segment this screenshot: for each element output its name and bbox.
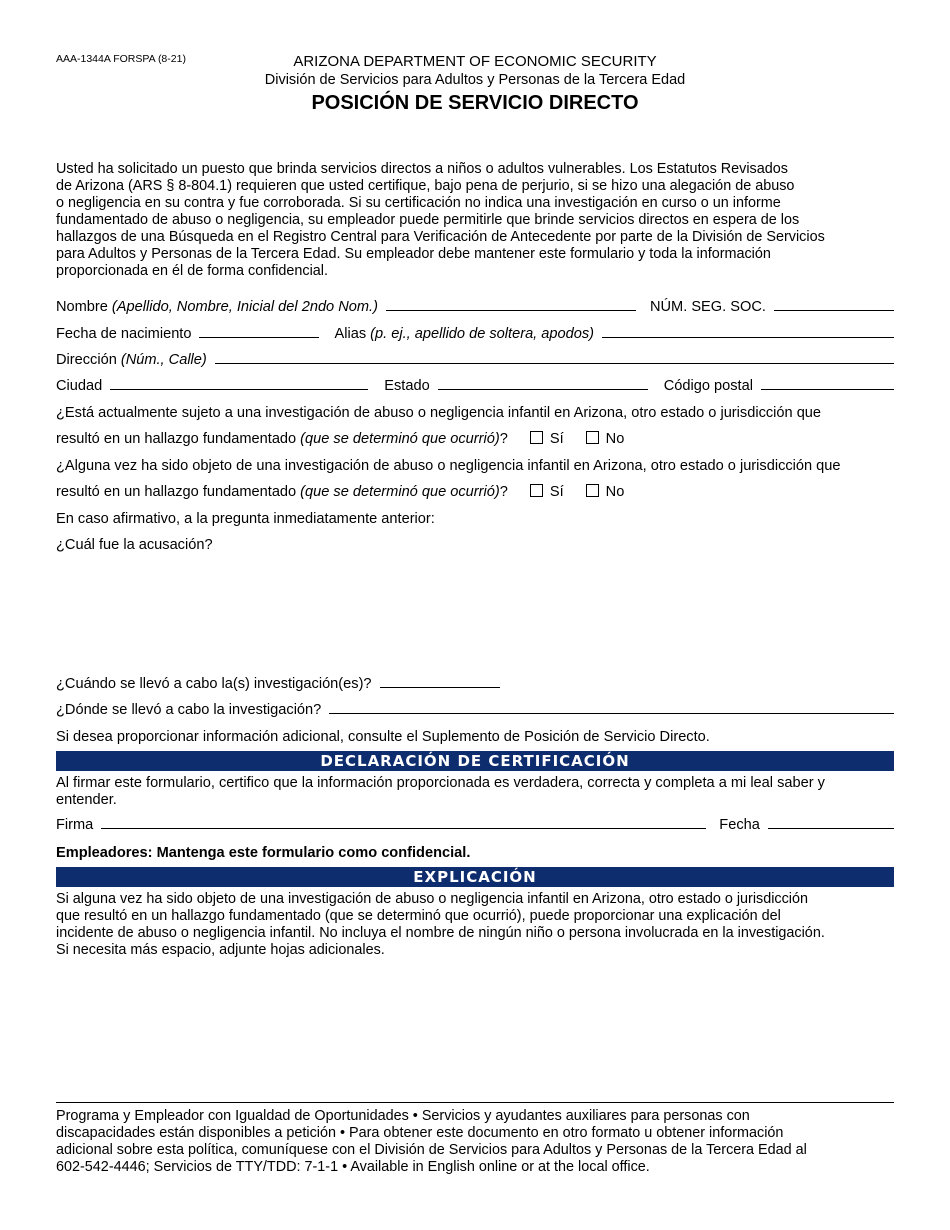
question-1-line (56, 405, 894, 421)
intro-line: para Adultos y Personas de la Tercera Edad. Su empleador debe mantener este formulario y toda la información (56, 246, 771, 262)
question-2-answer-row (56, 484, 894, 500)
supplement-note: Si desea proporcionar información adicional, consulte el Suplemento de Posición de Servicio Directo. (56, 729, 710, 745)
signature-row (56, 817, 894, 833)
explanation-line: Si alguna vez ha sido objeto de una investigación de abuso o negligencia infantil en Arizona, otro estado o jurisdicción (56, 891, 809, 907)
certification-heading: DECLARACIÓN DE CERTIFICACIÓN (56, 751, 894, 771)
zip-label: Código postal (663, 378, 753, 394)
city-state-zip-row (56, 378, 894, 394)
q1-no-checkbox[interactable] (586, 431, 599, 444)
if-yes-row (56, 511, 894, 527)
question-1-answer-row (56, 431, 894, 447)
q2-yes-label: Sí (549, 484, 564, 500)
q2-no-checkbox[interactable] (586, 484, 599, 497)
intro-line: o negligencia en su contra y fue corroborada. Si su certificación no indica una investigación en curso o un informe (56, 195, 781, 211)
date-label: Fecha (719, 817, 760, 833)
dob-alias-row (56, 326, 894, 342)
q2-yes-option[interactable] (530, 484, 564, 500)
alias-hint: (p. ej., apellido de soltera, apodos) (370, 326, 595, 342)
when-label: ¿Cuándo se llevó a cabo la(s) investigación(es)? (56, 676, 372, 692)
intro-line: de Arizona (ARS § 8-804.1) requieren que usted certifique, bajo pena de perjurio, si se hizo una alegación de abuso (56, 178, 795, 194)
where-field[interactable] (329, 713, 894, 714)
intro-paragraph (56, 161, 896, 280)
where-row (56, 702, 894, 718)
question-mark: ? (499, 431, 508, 447)
address-field[interactable] (215, 363, 894, 364)
intro-line: proporcionada en él de forma confidencial. (56, 263, 328, 279)
q1-yes-option[interactable] (530, 431, 564, 447)
state-field[interactable] (438, 389, 648, 390)
agency-name: ARIZONA DEPARTMENT OF ECONOMIC SECURITY (293, 53, 657, 70)
intro-line: hallazgos de una Búsqueda en el Registro Central para Verificación de Antecedente por parte de la División de Servicios (56, 229, 825, 245)
footer-line: 602-542-4446; Servicios de TTY/TDD: 7-1-1 • Available in English online or at the local office. (56, 1159, 650, 1175)
accusation-label: ¿Cuál fue la acusación? (56, 537, 213, 553)
question-mark: ? (499, 484, 508, 500)
name-row (56, 299, 894, 315)
signature-label: Firma (56, 817, 94, 833)
footer-line: adicional sobre esta política, comuníquese con el División de Servicios para Adultos y Personas de la Tercera Edad al (56, 1142, 807, 1158)
name-field[interactable] (386, 310, 636, 311)
explanation-line: incidente de abuso o negligencia infantil. No incluya el nombre de ningún niño o persona involucrada en la investigación. (56, 925, 825, 941)
supplement-row (56, 729, 894, 745)
name-label: Nombre (56, 299, 108, 315)
accusation-row (56, 537, 894, 553)
ssn-field[interactable] (774, 310, 894, 311)
intro-line: Usted ha solicitado un puesto que brinda servicios directos a niños o adultos vulnerables. Los Estatutos Revisados (56, 161, 788, 177)
address-row (56, 352, 894, 368)
q2-no-option[interactable] (586, 484, 625, 500)
footer-line: discapacidades están disponibles a petición • Para obtener este documento en otro formato u obtener información (56, 1125, 784, 1141)
accusation-answer-area[interactable] (56, 560, 894, 670)
explanation-answer-area[interactable] (56, 965, 894, 1095)
question-1-hint: (que se determinó que ocurrió) (300, 431, 500, 447)
q1-yes-label: Sí (549, 431, 564, 447)
q2-no-label: No (605, 484, 625, 500)
address-hint: (Núm., Calle) (120, 352, 207, 368)
alias-field[interactable] (602, 337, 894, 338)
name-hint: (Apellido, Nombre, Inicial del 2ndo Nom.) (111, 299, 378, 315)
q2-yes-checkbox[interactable] (530, 484, 543, 497)
when-row (56, 676, 894, 692)
question-1-text: ¿Está actualmente sujeto a una investigación de abuso o negligencia infantil en Arizona, otro estado o jurisdicción que (56, 405, 822, 421)
employers-note: Empleadores: Mantenga este formulario como confidencial. (56, 845, 471, 861)
address-label: Dirección (56, 352, 117, 368)
ssn-label: NÚM. SEG. SOC. (649, 299, 766, 315)
footer-divider (56, 1102, 894, 1103)
explanation-line: que resultó en un hallazgo fundamentado (que se determinó que ocurrió), puede proporcionar una explicación del (56, 908, 781, 924)
signature-field[interactable] (101, 828, 706, 829)
employers-note-row (56, 845, 894, 861)
intro-line: fundamentado de abuso o negligencia, su empleador puede permitirle que brinde servicios directos en espera de los (56, 212, 800, 228)
certification-line: entender. (56, 792, 117, 808)
explanation-heading: EXPLICACIÓN (56, 867, 894, 887)
question-2-hint: (que se determinó que ocurrió) (300, 484, 500, 500)
when-field[interactable] (380, 687, 500, 688)
dob-field[interactable] (199, 337, 319, 338)
alias-label: Alias (334, 326, 367, 342)
q1-yes-checkbox[interactable] (530, 431, 543, 444)
dob-label: Fecha de nacimiento (56, 326, 192, 342)
form-code: AAA-1344A FORSPA (8-21) (56, 53, 186, 65)
city-field[interactable] (110, 389, 368, 390)
footer-text (56, 1108, 896, 1176)
question-2-text-cont: resultó en un hallazgo fundamentado (56, 484, 297, 500)
division-name: División de Servicios para Adultos y Personas de la Tercera Edad (264, 72, 686, 88)
state-label: Estado (384, 378, 430, 394)
explanation-line: Si necesita más espacio, adjunte hojas adicionales. (56, 942, 385, 958)
certification-line: Al firmar este formulario, certifico que la información proporcionada es verdadera, correcta y completa a mi leal saber y (56, 775, 825, 791)
city-label: Ciudad (56, 378, 103, 394)
question-2-text: ¿Alguna vez ha sido objeto de una investigación de abuso o negligencia infantil en Arizona, otro estado o jurisdicción que (56, 458, 841, 474)
q1-no-option[interactable] (586, 431, 625, 447)
question-2-line (56, 458, 894, 474)
explanation-text (56, 891, 896, 959)
q1-no-label: No (605, 431, 625, 447)
page-title: POSICIÓN DE SERVICIO DIRECTO (311, 92, 639, 114)
footer-line: Programa y Empleador con Igualdad de Oportunidades • Servicios y ayudantes auxiliares para personas con (56, 1108, 750, 1124)
zip-field[interactable] (761, 389, 894, 390)
date-field[interactable] (768, 828, 894, 829)
certification-text (56, 775, 896, 809)
where-label: ¿Dónde se llevó a cabo la investigación? (56, 702, 322, 718)
question-1-text-cont: resultó en un hallazgo fundamentado (56, 431, 297, 447)
if-yes-text: En caso afirmativo, a la pregunta inmediatamente anterior: (56, 511, 435, 527)
